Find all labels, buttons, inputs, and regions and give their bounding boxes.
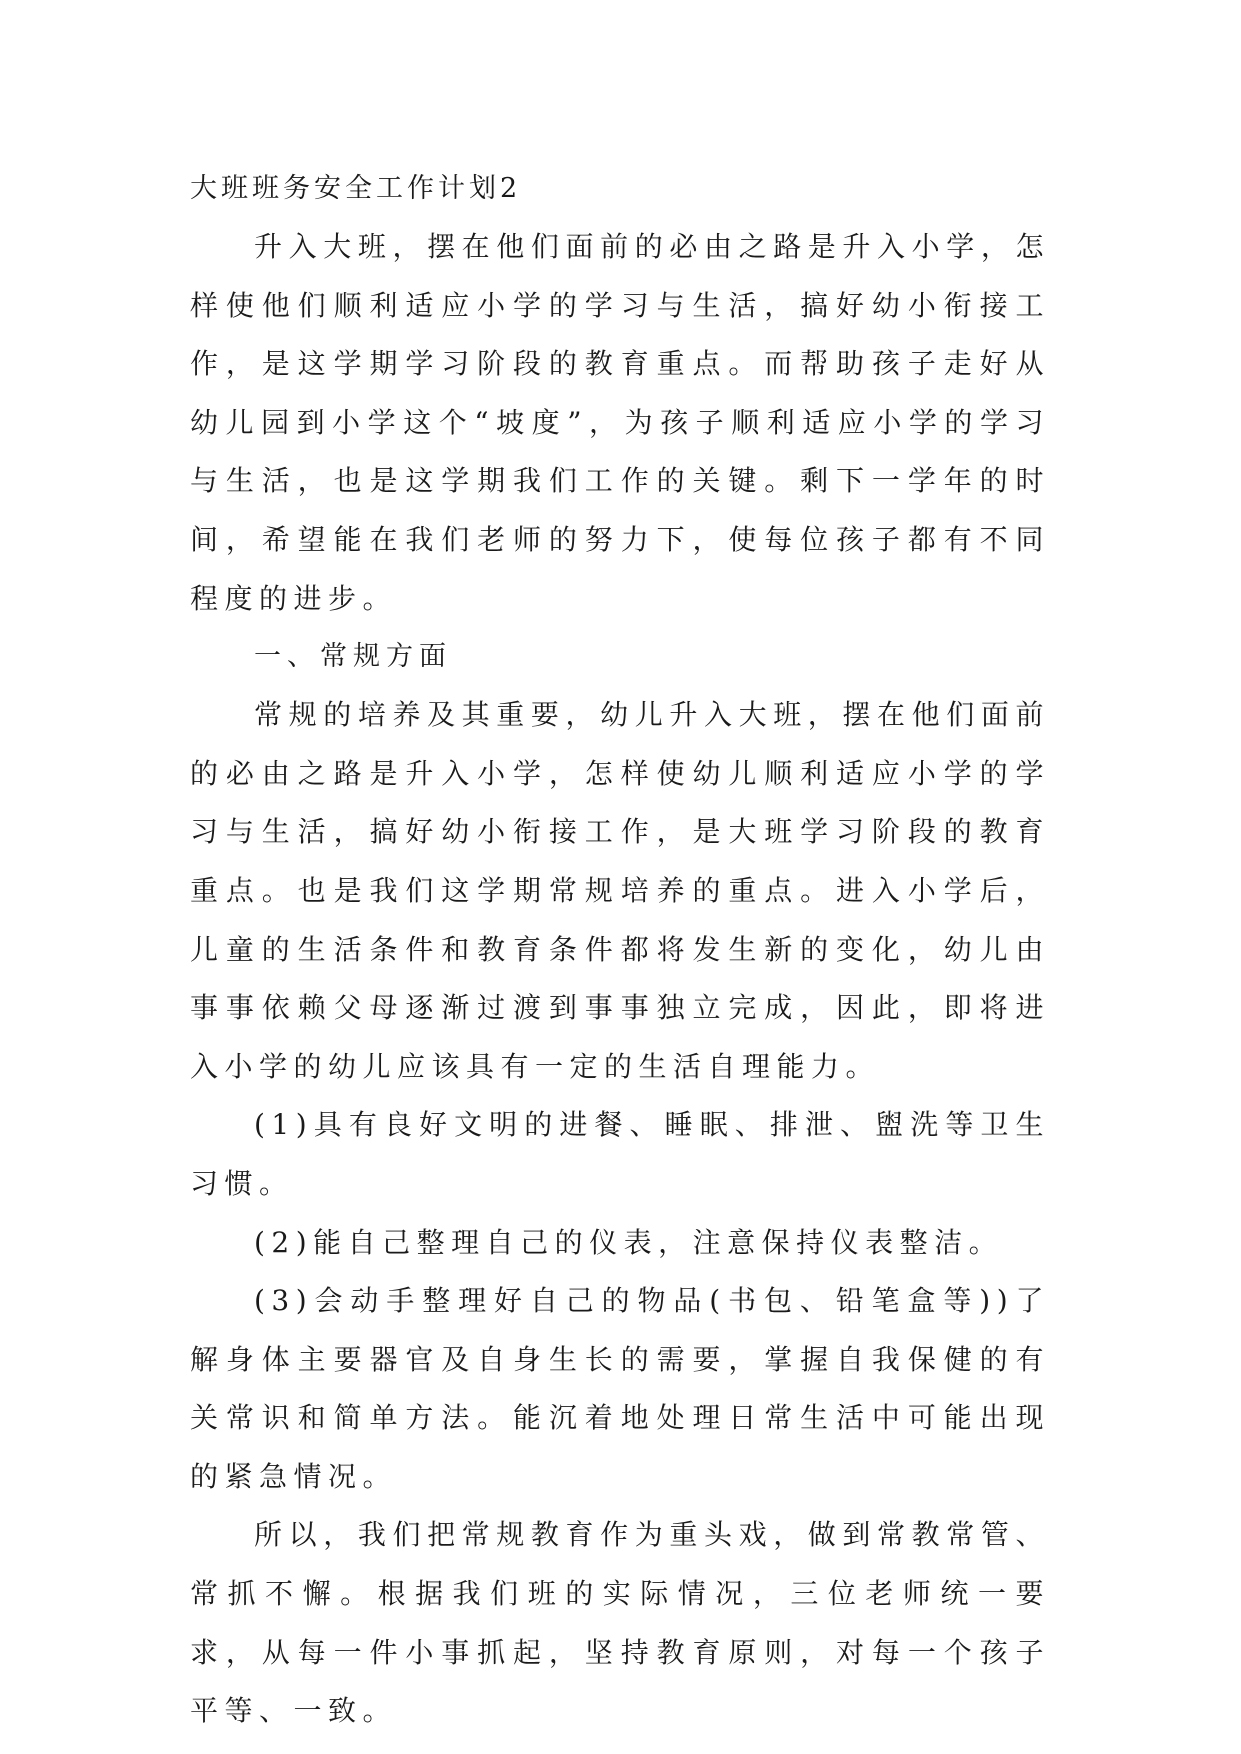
paragraph-routine: 常规的培养及其重要，幼儿升入大班，摆在他们面前的必由之路是升入小学，怎样使幼儿顺利适应小学的学习与生活，搞好幼小衔接工作，是大班学习阶段的教育重点。也是我们这学期常规培养的重点。进入小学后，儿童的生活条件和教育条件都将发生新的变化，幼儿由事事依赖父母逐渐过渡到事事独立完成，因此，即将进入小学的幼儿应该具有一定的生活自理能力。	[190, 698, 1050, 1083]
list-item-1: (1)具有良好文明的进餐、睡眠、排泄、盥洗等卫生习惯。	[190, 1108, 1050, 1200]
document-title: 大班班务安全工作计划2	[190, 173, 522, 204]
list-item-2: (2)能自己整理自己的仪表，注意保持仪表整洁。	[254, 1225, 1004, 1259]
section-heading-routine: 一、常规方面	[254, 641, 452, 673]
paragraph-conclusion: 所以，我们把常规教育作为重头戏，做到常教常管、常抓不懈。根据我们班的实际情况，三位老师统一要求，从每一件小事抓起，坚持教育原则，对每一个孩子平等、一致。	[190, 1518, 1050, 1728]
document-page	[190, 160, 1050, 1741]
list-item-3: (3)会动手整理好自己的物品(书包、铅笔盒等))了解身体主要器官及自身生长的需要，掌握自我保健的有关常识和简单方法。能沉着地处理日常生活中可能出现的紧急情况。	[190, 1284, 1050, 1493]
paragraph-intro: 升入大班，摆在他们面前的必由之路是升入小学，怎样使他们顺利适应小学的学习与生活，搞好幼小衔接工作，是这学期学习阶段的教育重点。而帮助孩子走好从幼儿园到小学这个“坡度”，为孩子顺利适应小学的学习与生活，也是这学期我们工作的关键。剩下一学年的时间，希望能在我们老师的努力下，使每位孩子都有不同程度的进步。	[190, 230, 1050, 615]
